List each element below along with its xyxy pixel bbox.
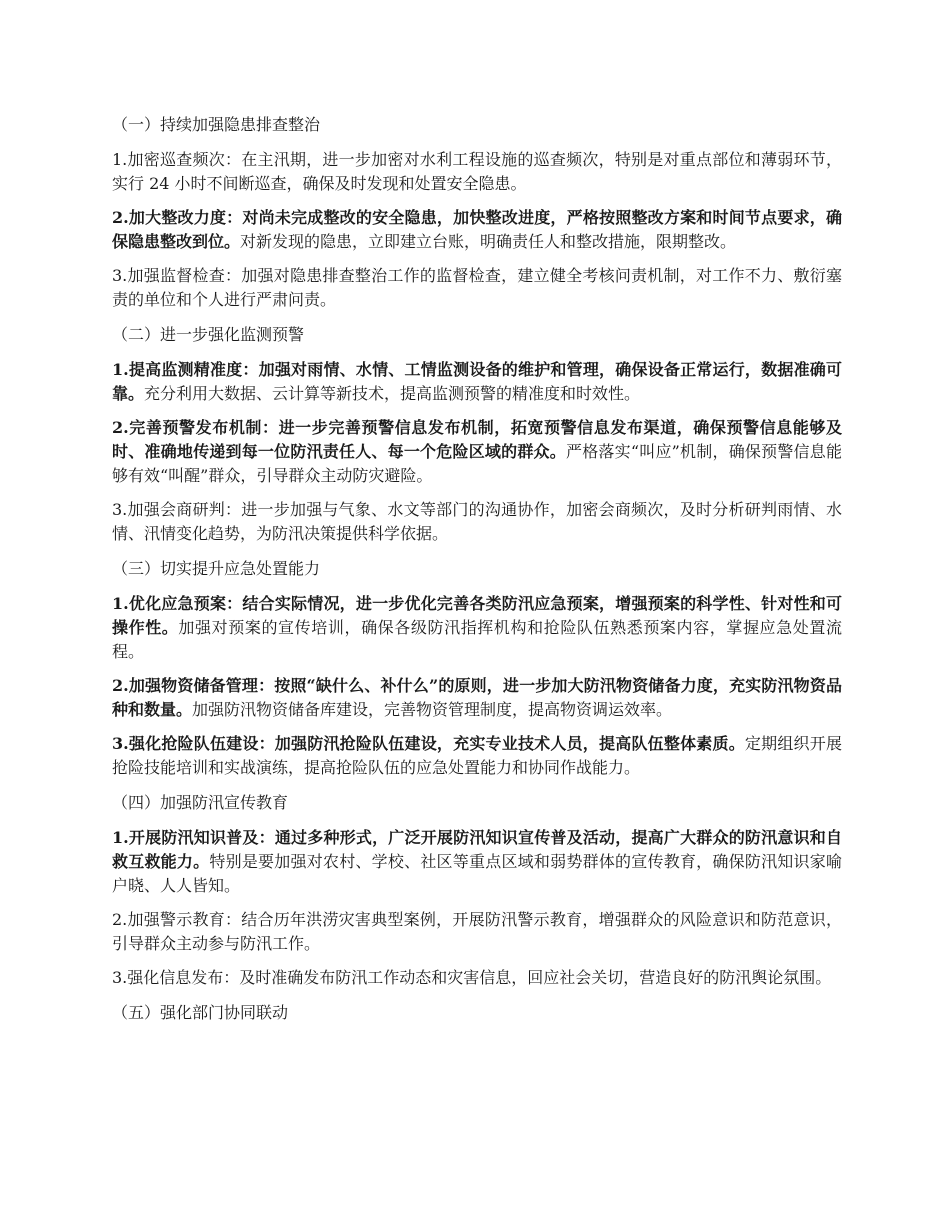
paragraph-text: 加强对预案的宣传培训，确保各级防汛指挥机构和抢险队伍熟悉预案内容，掌握应急处置流程。: [112, 618, 842, 661]
section-heading: （四）加强防汛宣传教育: [112, 793, 289, 812]
paragraph-text: 加强防汛物资储备库建设，完善物资管理制度，提高物资调运效率。: [192, 700, 673, 719]
paragraph: [112, 732, 842, 780]
paragraph: [112, 498, 842, 546]
paragraph: [112, 148, 842, 196]
paragraph-bold: 2.完善预警发布机制：进一步完善预警信息发布机制，拓宽预警信息发布渠道，确保预警信息能够及时、准确地传递到每一位防汛责任人、每一个危险区域的群众。: [112, 418, 842, 461]
document-page: [112, 112, 842, 1036]
paragraph-bold: 3.强化抢险队伍建设：加强防汛抢险队伍建设，充实专业技术人员，提高队伍整体素质。: [112, 734, 745, 753]
paragraph-text: 2.加强警示教育：结合历年洪涝灾害典型案例，开展防汛警示教育，增强群众的风险意识和防范意识，引导群众主动参与防汛工作。: [112, 910, 842, 953]
paragraph: [112, 264, 842, 312]
paragraph: [112, 416, 842, 488]
paragraph-text: 1.加密巡查频次：在主汛期，进一步加密对水利工程设施的巡查频次，特别是对重点部位和薄弱环节，实行 24 小时不间断巡查，确保及时发现和处置安全隐患。: [112, 150, 842, 193]
paragraph-bold: 1.开展防汛知识普及：通过多种形式，广泛开展防汛知识宣传普及活动，提高广大群众的防汛意识和自救互救能力。: [112, 828, 842, 871]
paragraph: [112, 826, 842, 898]
paragraph: [112, 358, 842, 406]
paragraph-text: 严格落实“叫应”机制，确保预警信息能够有效“叫醒”群众，引导群众主动防灾避险。: [112, 442, 842, 485]
section-heading: （五）强化部门协同联动: [112, 1003, 289, 1022]
section-heading: （一）持续加强隐患排查整治: [112, 115, 321, 134]
section-heading: （二）进一步强化监测预警: [112, 325, 305, 344]
paragraph: [112, 908, 842, 956]
paragraph-text: 3.加强会商研判：进一步加强与气象、水文等部门的沟通协作，加密会商频次，及时分析研判雨情、水情、汛情变化趋势，为防汛决策提供科学依据。: [112, 500, 842, 543]
paragraph-text: 对新发现的隐患，立即建立台账，明确责任人和整改措施，限期整改。: [240, 232, 737, 251]
paragraph: [112, 966, 842, 990]
paragraph-bold: 2.加大整改力度：对尚未完成整改的安全隐患，加快整改进度，严格按照整改方案和时间节点要求，确保隐患整改到位。: [112, 208, 842, 251]
paragraph-text: 3.强化信息发布：及时准确发布防汛工作动态和灾害信息，回应社会关切，营造良好的防汛舆论氛围。: [112, 968, 832, 987]
paragraph: [112, 592, 842, 664]
paragraph-text: 定期组织开展抢险技能培训和实战演练，提高抢险队伍的应急处置能力和协同作战能力。: [112, 734, 842, 777]
paragraph-text: 3.加强监督检查：加强对隐患排查整治工作的监督检查，建立健全考核问责机制，对工作不力、敷衍塞责的单位和个人进行严肃问责。: [112, 266, 842, 309]
paragraph-bold: 1.提高监测精准度：加强对雨情、水情、工情监测设备的维护和管理，确保设备正常运行，数据准确可靠。: [112, 360, 842, 403]
section-heading: （三）切实提升应急处置能力: [112, 559, 321, 578]
paragraph: [112, 674, 842, 722]
paragraph: [112, 206, 842, 254]
paragraph-bold: 1.优化应急预案：结合实际情况，进一步优化完善各类防汛应急预案，增强预案的科学性、针对性和可操作性。: [112, 594, 842, 637]
paragraph-bold: 2.加强物资储备管理：按照“缺什么、补什么”的原则，进一步加大防汛物资储备力度，充实防汛物资品种和数量。: [112, 676, 842, 719]
paragraph-text: 特别是要加强对农村、学校、社区等重点区域和弱势群体的宣传教育，确保防汛知识家喻户晓、人人皆知。: [112, 852, 842, 895]
paragraph-text: 充分利用大数据、云计算等新技术，提高监测预警的精准度和时效性。: [144, 384, 641, 403]
